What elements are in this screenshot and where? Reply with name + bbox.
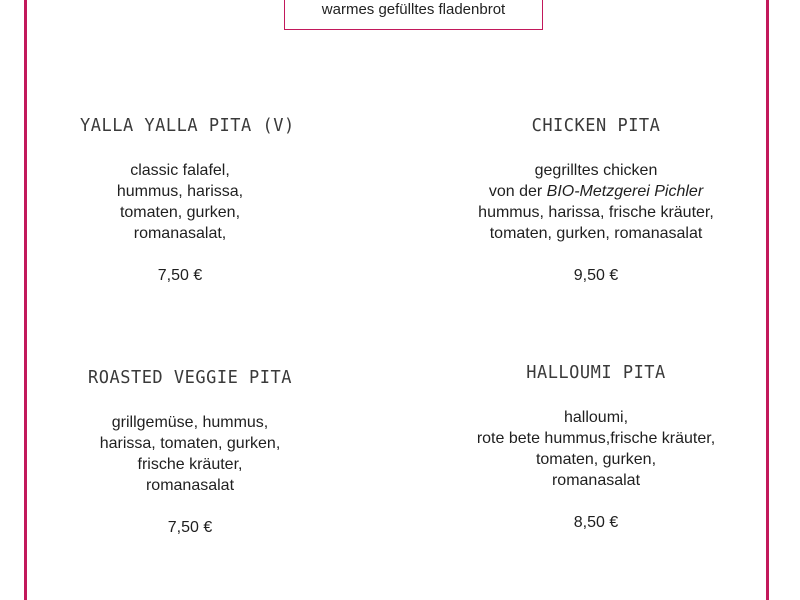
supplier-name: BIO-Metzgerei Pichler bbox=[546, 183, 704, 200]
description-line: romanasalat bbox=[551, 472, 641, 489]
menu-item-chicken-pita bbox=[446, 116, 746, 286]
menu-item-title: ROASTED VEGGIE PITA bbox=[88, 367, 292, 389]
menu-item-description bbox=[80, 160, 280, 244]
description-line: classic falafel, bbox=[130, 162, 230, 179]
menu-item-price: 7,50 € bbox=[157, 267, 203, 284]
description-line: grillgemüse, hummus, bbox=[111, 414, 269, 431]
section-subtitle: warmes gefülltes fladenbrot bbox=[321, 1, 506, 18]
description-line: tomaten, gurken, bbox=[119, 204, 241, 221]
description-line: romanasalat bbox=[145, 477, 235, 494]
menu-item-yalla-yalla-pita bbox=[80, 115, 295, 286]
description-line: harissa, tomaten, gurken, bbox=[99, 435, 281, 452]
menu-item-description bbox=[446, 407, 746, 491]
description-line: frische kräuter, bbox=[137, 456, 243, 473]
menu-item-price: 8,50 € bbox=[573, 514, 619, 531]
menu-item-halloumi-pita bbox=[446, 363, 746, 533]
menu-item-title: YALLA YALLA PITA (V) bbox=[80, 115, 295, 137]
description-line: rote bete hummus,frische kräuter, bbox=[476, 430, 716, 447]
description-line: hummus, harissa, frische kräuter, bbox=[478, 204, 714, 221]
description-line bbox=[446, 181, 746, 202]
menu-item-price: 9,50 € bbox=[573, 267, 619, 284]
menu-item-price: 7,50 € bbox=[167, 519, 213, 536]
section-header-box bbox=[284, 0, 543, 30]
description-text: von der bbox=[488, 183, 543, 200]
menu-item-description bbox=[446, 160, 746, 244]
menu-item-title: CHICKEN PITA bbox=[531, 115, 661, 137]
menu-item-title: HALLOUMI PITA bbox=[526, 362, 666, 384]
description-line: gegrilltes chicken bbox=[534, 162, 658, 179]
description-line: tomaten, gurken, romanasalat bbox=[489, 225, 703, 242]
menu-item-description bbox=[70, 412, 310, 496]
description-line: halloumi, bbox=[563, 409, 629, 426]
menu-item-roasted-veggie-pita bbox=[70, 368, 310, 538]
description-line: hummus, harissa, bbox=[116, 183, 244, 200]
description-line: tomaten, gurken, bbox=[535, 451, 657, 468]
description-line: romanasalat, bbox=[133, 225, 227, 242]
